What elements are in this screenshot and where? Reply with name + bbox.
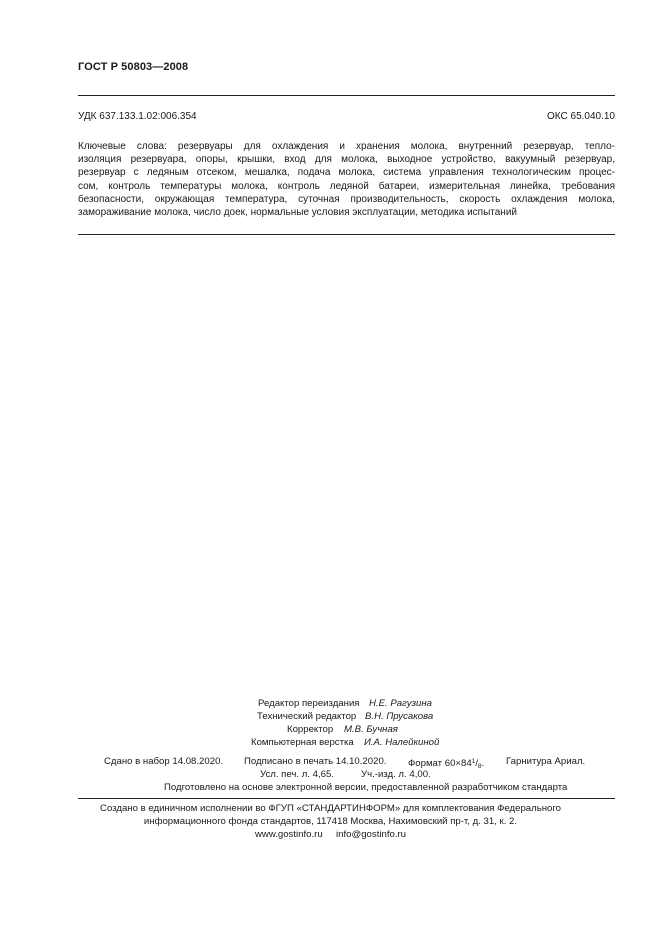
email-link[interactable]: info@gostinfo.ru <box>336 829 407 840</box>
format-numerator: 1 <box>471 758 476 765</box>
corrector-name: М.В. Бучная <box>344 724 398 735</box>
website-link[interactable]: www.gostinfo.ru <box>254 829 323 840</box>
format-suffix: . <box>481 758 485 769</box>
tech-editor-name: В.Н. Прусакова <box>365 711 434 722</box>
oks-code: ОКС 65.040.10 <box>547 111 615 122</box>
keywords-line: безопасности, окружающая температура, суточная производительность, скорость охлаждения молока, <box>78 193 615 205</box>
header-rule <box>78 95 615 96</box>
keywords-line: сом, контроль температуры молока, контроль ледяной батареи, измерительная линейка, требования <box>78 180 615 192</box>
keywords-rule <box>78 234 615 235</box>
prepared-note: Подготовлено на основе электронной версии, предоставленной разработчиком стандарта <box>164 782 568 793</box>
footer-line: Создано в единичном исполнении во ФГУП «СТАНДАРТИНФОРМ» для комплектования Федерального <box>100 803 561 814</box>
corrector-label: Корректор <box>287 724 334 735</box>
layout-label: Компьютерная верстка <box>251 737 354 748</box>
footer-block <box>0 802 661 841</box>
standard-number: ГОСТ Р 50803—2008 <box>78 61 189 73</box>
signed-date: Подписано в печать 14.10.2020. <box>244 756 387 767</box>
keywords-line: изоляция резервуара, опоры, крышки, вход для молока, выходное устройство, вакуумный резервуар, <box>78 154 615 166</box>
print-sheets: Усл. печ. л. 4,65. <box>260 769 334 780</box>
footer-line: информационного фонда стандартов, 117418 Москва, Нахимовский пр-т, д. 31, к. 2. <box>143 816 518 827</box>
format-prefix: Формат 60×84 <box>408 758 472 769</box>
keywords-line: резервуар с ледяным отсеком, мешалка, подача молока, система управления технологическим процес- <box>78 167 615 179</box>
credits-block <box>0 697 661 749</box>
typeface: Гарнитура Ариал. <box>506 756 586 767</box>
publication-block <box>0 755 661 794</box>
keywords-line: Ключевые слова: резервуары для охлаждения и хранения молока, внутренний резервуар, тепло- <box>78 141 615 152</box>
tech-editor-label: Технический редактор <box>257 711 357 722</box>
format-denominator: 8 <box>478 763 482 770</box>
typeset-date: Сдано в набор 14.08.2020. <box>104 756 224 767</box>
layout-name: И.А. Налейкиной <box>364 737 440 748</box>
footer-rule <box>78 798 615 799</box>
publisher-sheets: Уч.-изд. л. 4,00. <box>361 769 431 780</box>
footer-contacts <box>0 828 661 841</box>
keywords-line: замораживание молока, число доек, нормальные условия эксплуатации, методика испытаний <box>78 207 518 219</box>
udk-code: УДК 637.133.1.02:006.354 <box>78 111 197 122</box>
editor-name: Н.Е. Рагузина <box>369 698 432 709</box>
format-info: Формат $60\times 84^1/_8$. <box>408 758 485 770</box>
editor-label: Редактор переиздания <box>258 698 360 709</box>
keywords-block <box>78 140 615 219</box>
